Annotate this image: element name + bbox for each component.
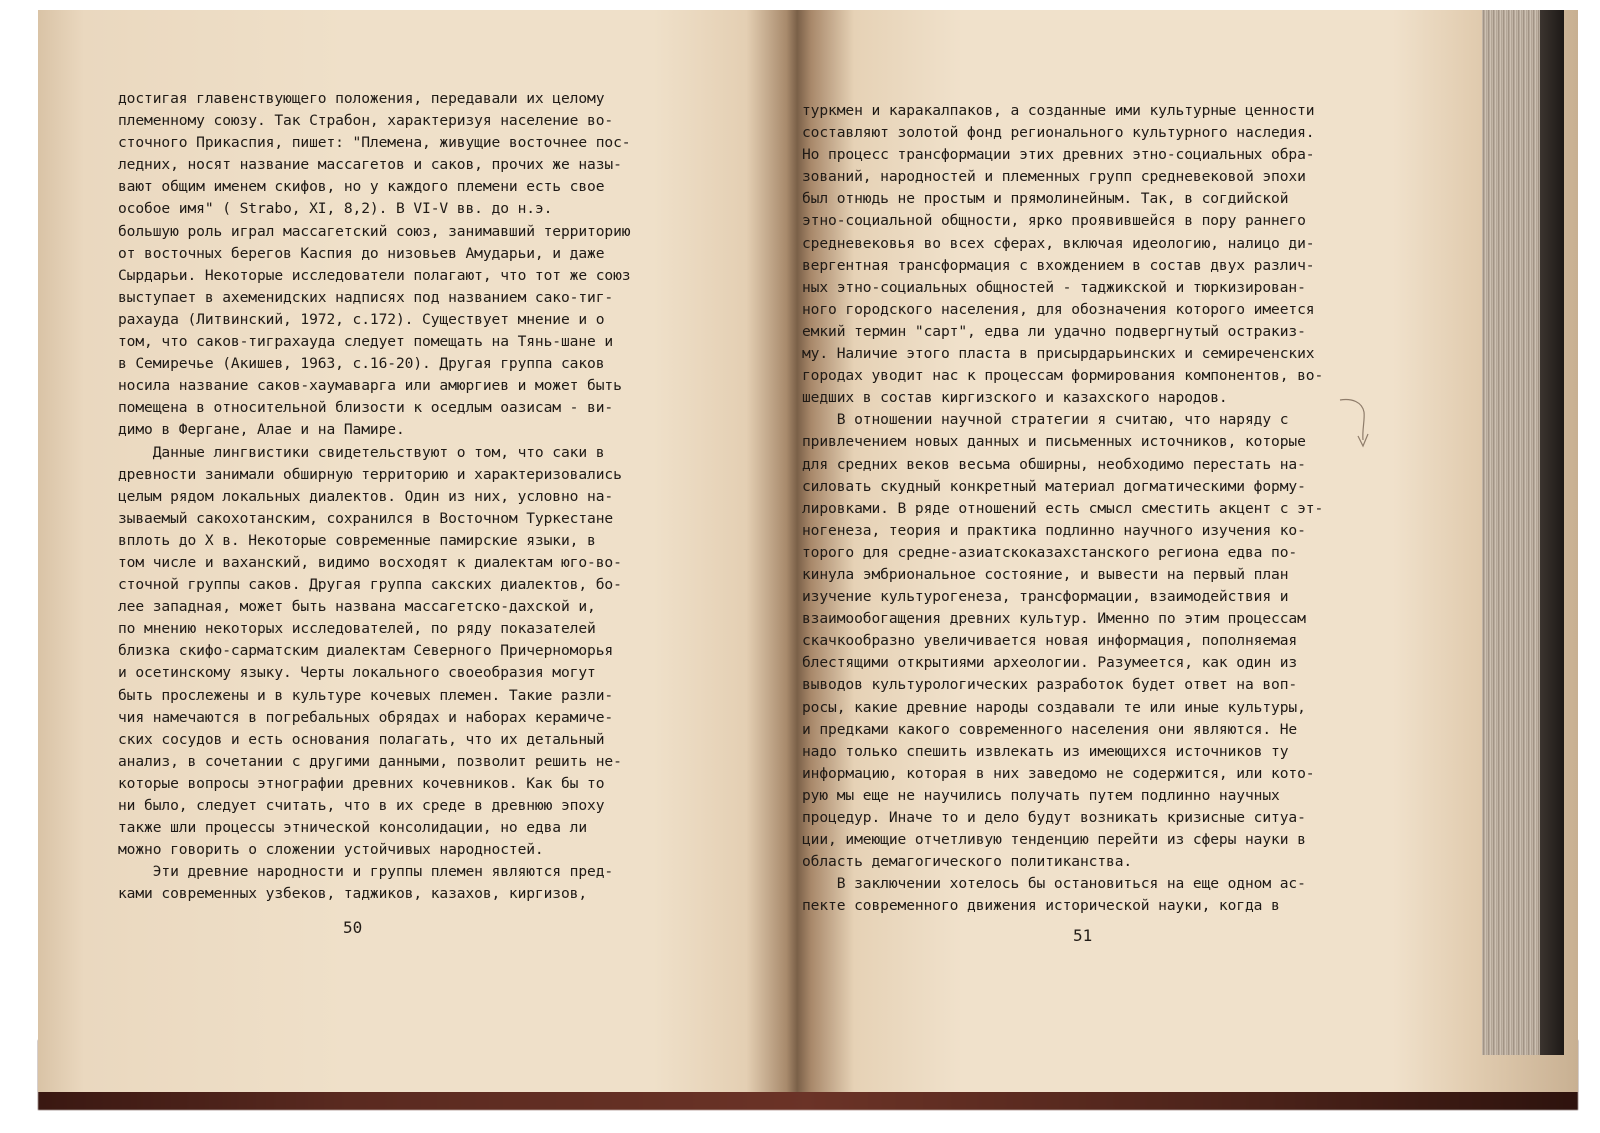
text-line: и осетинскому языку. Черты локального своеобразия могут — [118, 664, 596, 682]
text-line: этно-социальной общности, ярко проявившейся в пору раннего — [802, 212, 1306, 230]
text-line: которые вопросы этнографии древних кочевников. Как бы то — [118, 774, 605, 792]
text-line: том, что саков-тиграхауда следует помещать на Тянь-шане и — [118, 333, 614, 351]
text-line: носила название саков-хаумаварга или амюргиев и может быть — [118, 377, 622, 395]
text-line: по мнению некоторых исследователей, по ряду показателей — [118, 620, 596, 638]
text-line: му. Наличие этого пласта в присырдарьинских и семиреченских — [802, 345, 1315, 363]
text-line: чия намечаются в погребальных обрядах и наборах керамиче- — [118, 708, 614, 726]
text-line: и предками какого современного населения они являются. Не — [802, 720, 1298, 738]
text-line: взаимообогащения древних культур. Именно по этим процессам — [802, 610, 1306, 628]
text-line: близка скифо-сарматским диалектам Северного Причерноморья — [118, 642, 614, 660]
text-line: ции, имеющие отчетливую тенденцию перейти из сферы науки в — [802, 831, 1306, 849]
text-line: сточной группы саков. Другая группа сакских диалектов, бо- — [118, 576, 622, 594]
text-line: помещена в относительной близости к оседлым оазисам - ви- — [118, 399, 614, 417]
text-line: городах уводит нас к процессам формирования компонентов, во- — [802, 367, 1324, 385]
text-line: зований, народностей и племенных групп средневековой эпохи — [802, 168, 1306, 186]
text-line: надо только спешить извлекать из имеющихся источников ту — [802, 742, 1289, 760]
text-line: для средних веков весьма обширны, необходимо перестать на- — [802, 455, 1306, 473]
text-line: зываемый сакохотанским, сохранился в Восточном Туркестане — [118, 509, 614, 527]
text-line: блестящими открытиями археологии. Разумеется, как один из — [802, 654, 1298, 672]
text-line: вают общим именем скифов, но у каждого племени есть свое — [118, 178, 605, 196]
text-line: димо в Фергане, Алае и на Памире. — [118, 421, 405, 439]
text-line: древности занимали обширную территорию и характеризовались — [118, 465, 622, 483]
text-line: выводов культурологических разработок будет ответ на воп- — [802, 676, 1298, 694]
text-line: достигая главенствующего положения, передавали их целому — [118, 90, 605, 107]
text-line: силовать скудный конкретный материал догматическими форму- — [802, 477, 1306, 495]
text-line: сточного Прикаспия, пишет: "Племена, живущие восточнее пос- — [118, 134, 631, 152]
text-line: В отношении научной стратегии я считаю, что наряду с — [802, 411, 1289, 429]
text-line: большую роль играл массагетский союз, занимавший территорию — [118, 222, 631, 240]
text-line: племенному союзу. Так Страбон, характеризуя население во- — [118, 112, 614, 130]
right-page-number: 51 — [1073, 926, 1093, 945]
text-line: информацию, которая в них заведомо не содержится, или кото- — [802, 764, 1315, 782]
text-line: В заключении хотелось бы остановиться на еще одном ас- — [802, 875, 1306, 893]
text-line: лее западная, может быть названа массагетско-дахской и, — [118, 598, 596, 616]
text-line: анализ, в сочетании с другими данными, позволит решить не- — [118, 752, 622, 770]
text-line: был отнюдь не простым и прямолинейным. Так, в согдийской — [802, 190, 1289, 208]
text-line: емкий термин "сарт", едва ли удачно подвергнутый остракиз- — [802, 322, 1306, 340]
text-line: также шли процессы этнической консолидации, но едва ли — [118, 819, 588, 837]
text-line: лировками. В ряде отношений есть смысл сместить акцент с эт- — [802, 499, 1324, 517]
text-line: изучение культурогенеза, трансформации, взаимодействия и — [802, 588, 1289, 606]
text-line: рахауда (Литвинский, 1972, с.172). Существует мнение и о — [118, 310, 605, 328]
text-line: том числе и ваханский, видимо восходят к диалектам юго-во- — [118, 553, 622, 571]
right-page-text — [802, 100, 1350, 917]
text-line: Эти древние народности и группы племен являются пред- — [118, 863, 614, 881]
text-line: быть прослежены и в культуре кочевых племен. Такие разли- — [118, 686, 614, 704]
text-line: область демагогического политиканства. — [802, 853, 1133, 871]
text-line: росы, какие древние народы создавали те или иные культуры, — [802, 698, 1306, 716]
text-line: Данные лингвистики свидетельствуют о том, что саки в — [118, 443, 605, 461]
book-edge-shadow — [1540, 10, 1564, 1055]
text-line: скачкообразно увеличивается новая информация, пополняемая — [802, 632, 1298, 650]
text-line: от восточных берегов Каспия до низовьев Амударьи, и даже — [118, 244, 605, 262]
text-line: пекте современного движения исторической науки, когда в — [802, 897, 1280, 915]
pencil-margin-mark — [1338, 396, 1378, 466]
text-line: торого для средне-азиатскоказахстанского региона едва по- — [802, 543, 1298, 561]
text-line: можно говорить о сложении устойчивых народностей. — [118, 841, 544, 859]
text-line: Но процесс трансформации этих древних этно-социальных обра- — [802, 146, 1315, 164]
text-line: ных этно-социальных общностей - таджикской и тюркизирован- — [802, 278, 1306, 296]
text-line: Сырдарьи. Некоторые исследователи полагают, что тот же союз — [118, 266, 631, 284]
text-line: особое имя" ( Strabo, XI, 8,2). В VI-V вв. до н.э. — [118, 200, 553, 218]
page-edges — [1482, 10, 1540, 1055]
text-line: кинула эмбриональное состояние, и вывести на первый план — [802, 565, 1289, 583]
text-line: ного городского населения, для обозначения которого имеется — [802, 300, 1315, 318]
left-page-text — [118, 88, 658, 905]
text-line: составляют золотой фонд регионального культурного наследия. — [802, 124, 1315, 142]
text-line: привлечением новых данных и письменных источников, которые — [802, 433, 1306, 451]
text-line: процедур. Иначе то и дело будут возникать кризисные ситуа- — [802, 809, 1306, 826]
text-line: ни было, следует считать, что в их среде в древнюю эпоху — [118, 797, 605, 814]
text-line: средневековья во всех сферах, включая идеологию, налицо ди- — [802, 234, 1315, 252]
text-line: рую мы еще не научились получать путем подлинно научных — [802, 786, 1280, 804]
text-line: целым рядом локальных диалектов. Один из них, условно на- — [118, 487, 614, 505]
text-line: ками современных узбеков, таджиков, казахов, киргизов, — [118, 885, 588, 903]
text-line: ногенеза, теория и практика подлинно научного изучения ко- — [802, 521, 1306, 539]
text-line: ских сосудов и есть основания полагать, что их детальный — [118, 730, 605, 748]
text-line: шедших в состав киргизского и казахского народов. — [802, 389, 1228, 407]
text-line: выступает в ахеменидских надписях под названием сако-тиг- — [118, 288, 614, 306]
text-line: ледних, носят название массагетов и саков, прочих же назы- — [118, 156, 622, 174]
text-line: туркмен и каракалпаков, а созданные ими культурные ценности — [802, 102, 1315, 119]
text-line: вплоть до X в. Некоторые современные памирские языки, в — [118, 531, 596, 549]
text-line: в Семиречье (Акишев, 1963, с.16-20). Другая группа саков — [118, 355, 605, 373]
left-page-number: 50 — [343, 918, 363, 937]
text-line: вергентная трансформация с вхождением в состав двух различ- — [802, 256, 1315, 274]
